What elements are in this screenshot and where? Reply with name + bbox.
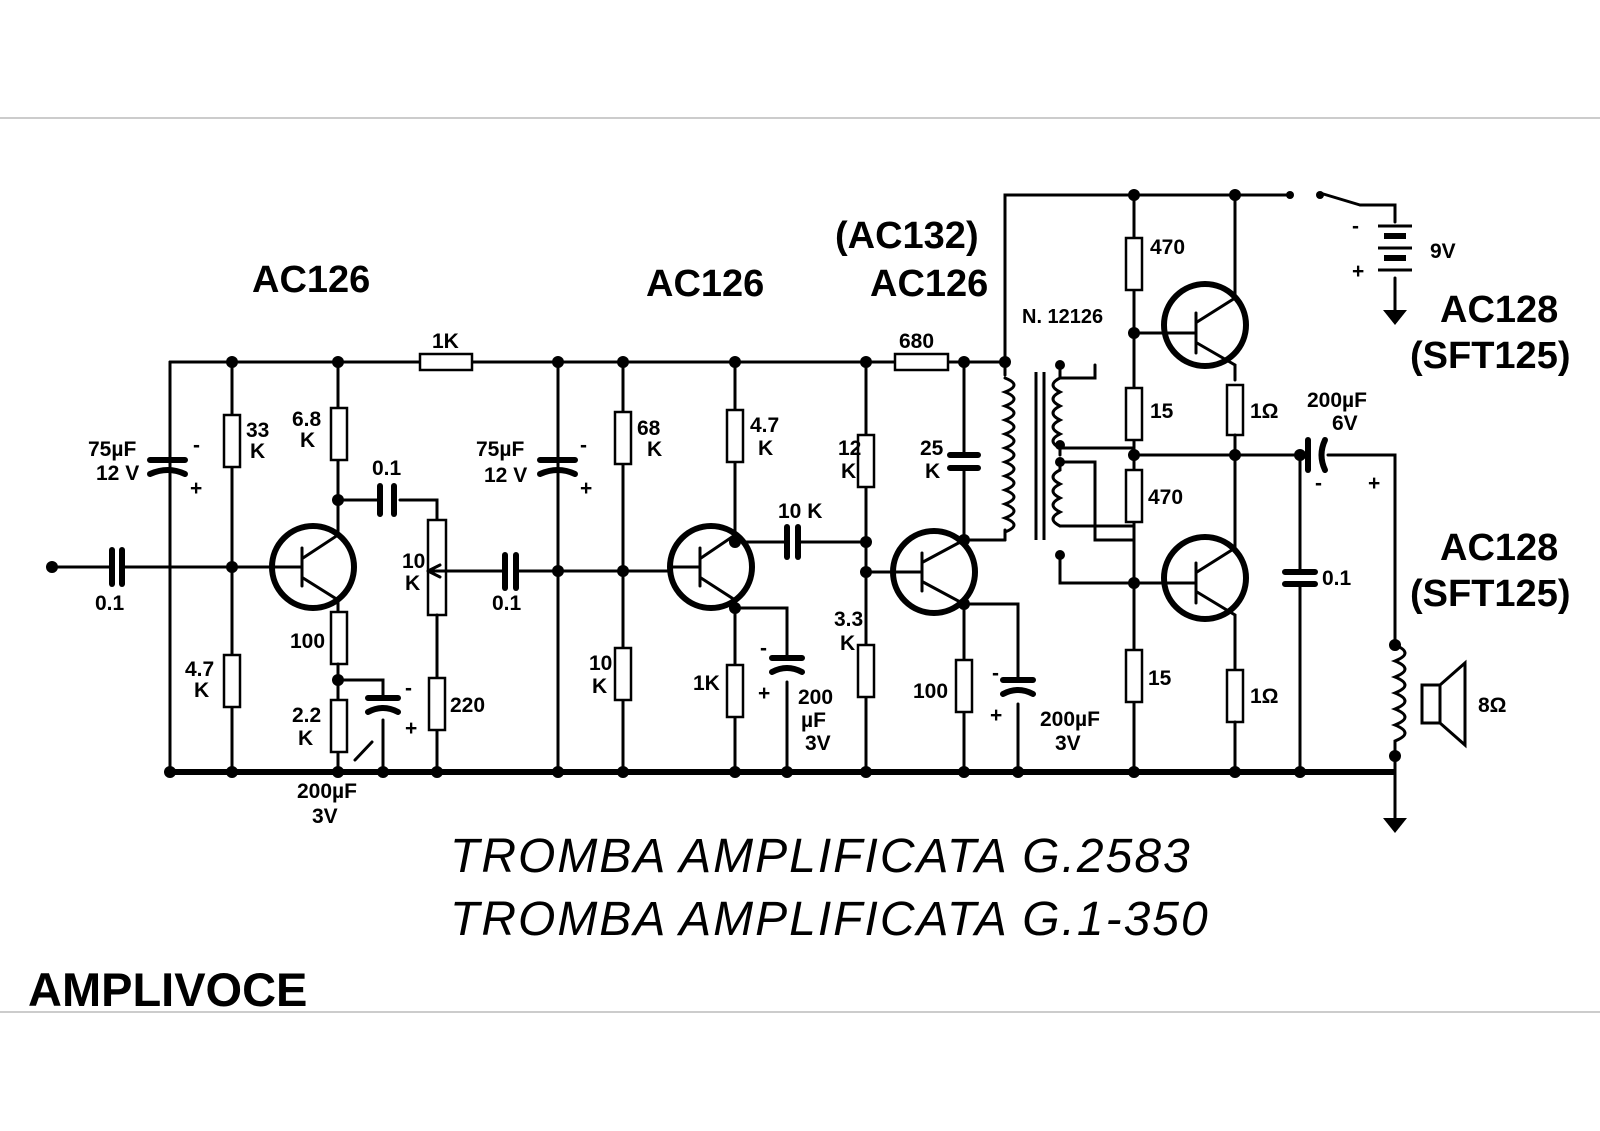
res-10k-unit: K — [592, 675, 608, 698]
res-1k — [727, 665, 743, 717]
cap-25k-value: 25 — [920, 437, 944, 460]
brand-label: AMPLIVOCE — [28, 963, 308, 1016]
res-33k-unit: K — [250, 440, 266, 463]
q2-leads — [670, 362, 735, 772]
cap-75uf-2 — [540, 460, 575, 474]
cap-200uf-3-volt: 3V — [1055, 732, 1081, 755]
res-1ohm-a — [1227, 385, 1243, 435]
cap-75uf-2-value: 75µF — [476, 438, 525, 461]
switch-pivot — [1286, 191, 1294, 199]
res-68k-unit: K — [647, 438, 663, 461]
res-4-7k-b-unit: K — [758, 437, 774, 460]
secondary-wires-a — [1060, 333, 1160, 583]
res-33k-value: 33 — [246, 419, 270, 442]
cap-75uf-1 — [150, 460, 185, 474]
c-in-label: 0.1 — [95, 592, 125, 615]
cap-out-plus: + — [1368, 472, 1381, 495]
cap-75uf-2-plus: + — [580, 477, 593, 500]
cap-75uf-2-minus: - — [580, 434, 587, 457]
res-68k-value: 68 — [637, 417, 661, 440]
cap-200uf-2-minus: - — [760, 637, 767, 660]
output-midpoint-wire — [1134, 435, 1395, 645]
ground-symbol-top — [1383, 310, 1407, 325]
res-680-value: 680 — [899, 330, 935, 353]
cap-10k-label: 10 K — [778, 500, 823, 523]
title-line-1: TROMBA AMPLIFICATA G.2583 — [450, 830, 1192, 883]
res-220 — [429, 678, 445, 730]
cap-75uf-2-volt: 12 V — [484, 464, 528, 487]
res-2-2k-value: 2.2 — [292, 704, 322, 727]
transformer — [1005, 362, 1060, 540]
cap-0-1c — [1285, 572, 1315, 584]
cap-25k — [950, 455, 978, 468]
q1-leads — [270, 362, 338, 612]
cap-75uf-1-volt: 12 V — [96, 462, 140, 485]
res-6-8k-unit: K — [300, 429, 316, 452]
res-33k — [224, 415, 240, 467]
res-10k — [615, 648, 631, 700]
battery-minus: - — [1352, 215, 1359, 238]
cap-out-minus: - — [1315, 472, 1322, 495]
res-15-b — [1126, 650, 1142, 702]
q5-label: AC128 — [1440, 527, 1559, 569]
res-12k-value: 12 — [838, 437, 862, 460]
res-6-8k — [331, 408, 347, 460]
res-680 — [895, 354, 948, 370]
cap-out-volt: 6V — [1332, 412, 1358, 435]
stage3-bias-wire — [866, 362, 902, 772]
cap-75uf-1-plus: + — [190, 477, 203, 500]
res-15-b-value: 15 — [1148, 667, 1172, 690]
secondary-wires-b — [1060, 365, 1134, 540]
res-470-a-value: 470 — [1150, 236, 1186, 259]
cap-200uf-3-value: 200µF — [1040, 708, 1100, 731]
res-68k — [615, 412, 631, 464]
res-1ohm-b-value: 1Ω — [1250, 685, 1279, 708]
q4-alt-label: (SFT125) — [1410, 335, 1571, 377]
cap-200uf-1 — [368, 698, 398, 712]
q2-label: AC126 — [646, 263, 765, 305]
res-100-a-value: 100 — [290, 630, 326, 653]
q4-label: AC128 — [1440, 289, 1559, 331]
res-12k-unit: K — [841, 460, 857, 483]
cap-200uf-2 — [772, 658, 802, 672]
pot-value: 10 — [402, 550, 426, 573]
res-1k-top-value: 1K — [432, 330, 459, 353]
res-4-7k-a — [224, 655, 240, 707]
res-4-7k-a-unit: K — [194, 679, 210, 702]
title-line-2: TROMBA AMPLIFICATA G.1-350 — [450, 893, 1210, 946]
cap-200uf-1-volt: 3V — [312, 805, 338, 828]
cap-200uf-3-minus: - — [992, 662, 999, 685]
secondary-wires-c — [1060, 555, 1160, 583]
cap-75uf-1-value: 75µF — [88, 438, 137, 461]
cap-200uf-1-minus: - — [405, 677, 412, 700]
q5-alt-label: (SFT125) — [1410, 573, 1571, 615]
res-470-a — [1126, 238, 1142, 290]
pot-unit: K — [405, 572, 421, 595]
res-3-3k — [858, 645, 874, 697]
cap-75uf-1-minus: - — [193, 434, 200, 457]
res-470-b-value: 470 — [1148, 486, 1184, 509]
res-1ohm-a-value: 1Ω — [1250, 400, 1279, 423]
res-15-a-value: 15 — [1150, 400, 1174, 423]
ground-symbol-bottom — [1383, 818, 1407, 833]
res-6-8k-value: 6.8 — [292, 408, 322, 431]
transformer-label: N. 12126 — [1022, 306, 1104, 328]
res-220-value: 220 — [450, 694, 486, 717]
res-3-3k-value: 3.3 — [834, 608, 864, 631]
battery-label: 9V — [1430, 240, 1456, 263]
input-terminal — [46, 561, 58, 573]
cap-200uf-2-volt: 3V — [805, 732, 831, 755]
res-4-7k-b-value: 4.7 — [750, 414, 780, 437]
cap-200uf-2-value-b: µF — [801, 709, 826, 732]
res-100-b-value: 100 — [913, 680, 949, 703]
cap-0-1a-label: 0.1 — [372, 457, 402, 480]
speaker-icon — [1422, 663, 1465, 745]
switch-contact — [1316, 191, 1324, 199]
res-10k-value: 10 — [589, 652, 613, 675]
res-1ohm-b — [1227, 670, 1243, 722]
cap-200uf-2-value-a: 200 — [798, 686, 834, 709]
res-4-7k-a-value: 4.7 — [185, 658, 215, 681]
coupling-wire-1 — [338, 500, 437, 520]
supply-wire — [1005, 193, 1395, 362]
res-1k-value: 1K — [693, 672, 720, 695]
res-100-a — [331, 612, 347, 664]
cap-out-plate2 — [1322, 440, 1326, 470]
q3-leads — [902, 540, 964, 772]
cap-0-1b-label: 0.1 — [492, 592, 522, 615]
res-2-2k — [331, 700, 347, 752]
cap-200uf-3-plus: + — [990, 704, 1003, 727]
cap-200uf-3 — [1003, 680, 1033, 694]
cap-200uf-2-plus: + — [758, 682, 771, 705]
res-470-b — [1126, 470, 1142, 522]
cap-0-1c-label: 0.1 — [1322, 567, 1352, 590]
cap-25k-unit: K — [925, 460, 941, 483]
res-15-a — [1126, 388, 1142, 440]
speaker-coil — [1395, 645, 1405, 818]
q3-label: AC126 — [870, 263, 989, 305]
cap-out-value: 200µF — [1307, 389, 1367, 412]
q3-alt-label: (AC132) — [835, 215, 979, 257]
res-2-2k-unit: K — [298, 727, 314, 750]
cap-200uf-1-value: 200µF — [297, 780, 357, 803]
battery-plus: + — [1352, 260, 1365, 283]
cap-200uf-1-plus: + — [405, 717, 418, 740]
q3-collector-wire — [964, 362, 1005, 540]
res-3-3k-unit: K — [840, 632, 856, 655]
res-100-b — [956, 660, 972, 712]
res-1k-top — [420, 354, 472, 370]
trimmer-arrow — [355, 742, 372, 760]
battery — [1378, 226, 1412, 270]
q1-label: AC126 — [252, 259, 371, 301]
speaker-label: 8Ω — [1478, 694, 1507, 717]
res-4-7k-b — [727, 410, 743, 462]
